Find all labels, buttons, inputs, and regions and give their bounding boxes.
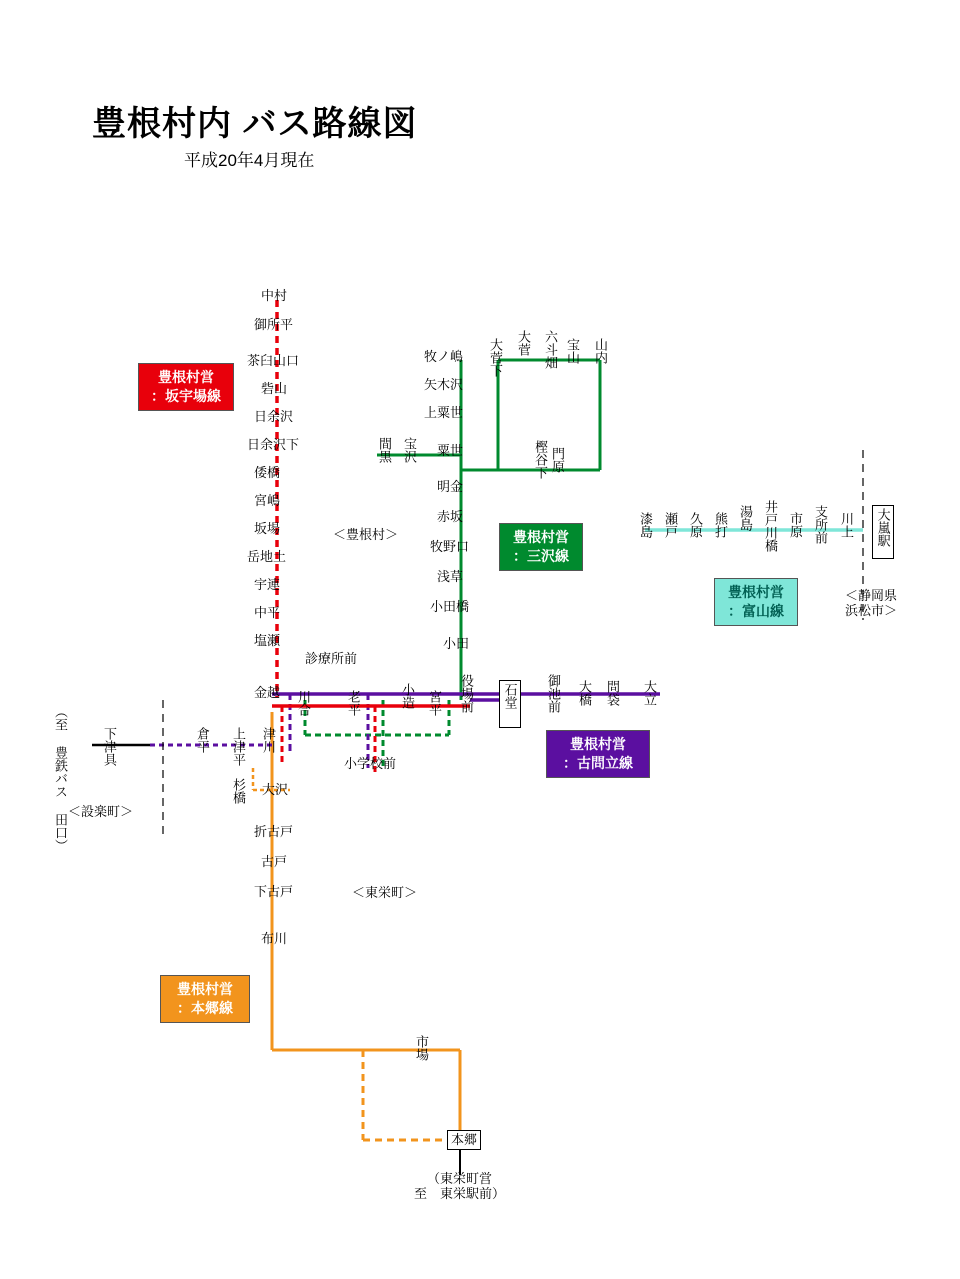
station-ichiba: 市場: [414, 1035, 429, 1061]
station-makinoshima: 牧ノ嶋: [424, 349, 464, 364]
station-rokutobatake: 六斗畑: [543, 330, 558, 369]
station-oozoure-eki: 大嵐駅: [872, 505, 894, 559]
station-shishoumae: 支所前: [813, 505, 828, 544]
station-yakubamae: 役場前: [459, 674, 474, 713]
station-shinryoushomae: 診療所前: [305, 651, 358, 666]
station-oikemae: 御池前: [546, 674, 561, 713]
legend-sakaubaba-line2: ：坂宇場線: [151, 387, 221, 404]
station-kadobukuro: 問袋: [605, 680, 620, 706]
station-takarayama: 宝山: [565, 338, 580, 364]
legend-komatate: [546, 730, 650, 778]
station-oidaira: 老平: [346, 690, 361, 716]
legend-misawa-line1: 豊根村営: [513, 529, 569, 545]
station-kawai: 川合: [296, 690, 311, 716]
station-maguro: 間黒: [377, 437, 392, 463]
station-yushima: 湯島: [738, 505, 753, 531]
station-idogawabashi: 井戸川橋: [763, 500, 778, 552]
area-tounei: ＜東栄町＞: [352, 885, 418, 900]
legend-komatate-line1: 豊根村営: [570, 736, 626, 752]
station-shiose: 塩瀬: [254, 633, 281, 648]
station-kadohara: 門原: [550, 447, 565, 473]
station-makinoguchi: 牧野口: [430, 539, 470, 554]
station-akasaka: 赤坂: [437, 509, 464, 524]
legend-misawa: [499, 523, 583, 571]
station-orikodo: 折古戸: [254, 824, 294, 839]
station-yagizawa: 矢木沢: [424, 377, 464, 392]
station-kanakoshi: 金越: [254, 685, 281, 700]
station-nakadaira: 中平: [254, 605, 281, 620]
page-title: 豊根村内 バス路線図: [92, 105, 418, 143]
station-otate: 大立: [642, 680, 657, 706]
station-kawakami: 川上: [839, 512, 854, 538]
station-kashiyashita: 樫谷下: [533, 440, 548, 479]
station-takarazawa: 宝沢: [402, 437, 417, 463]
note-tounei-bus: （東栄町営 至 東栄駅前）: [414, 1171, 506, 1201]
station-yamatobashi: 倭橋: [254, 465, 281, 480]
legend-sakaubaba-line1: 豊根村営: [158, 369, 214, 385]
legend-tomiyama: [714, 578, 798, 626]
station-kumauchi: 熊打: [713, 512, 728, 538]
area-shitara: ＜設楽町＞: [68, 804, 134, 819]
station-myokin: 明金: [437, 479, 464, 494]
station-toriyama: 砦山: [261, 381, 288, 396]
station-kozukuri: 小造: [400, 683, 415, 709]
station-asakusa: 浅草: [437, 569, 464, 584]
station-ishido: 石堂: [499, 680, 521, 728]
station-goshodaira: 御所平: [254, 317, 294, 332]
station-kamitsudaira: 上津平: [231, 727, 246, 766]
legend-hongo-line1: 豊根村営: [177, 981, 233, 997]
station-miyadaira: 宮平: [427, 690, 442, 716]
station-yamauchi: 山内: [593, 338, 608, 364]
station-ichihara: 市原: [788, 512, 803, 538]
station-chausuyamaguchi: 茶臼山口: [247, 353, 300, 368]
station-shimotsugu: 下津具: [102, 727, 117, 766]
station-nakamura: 中村: [261, 288, 288, 303]
station-ure: 宇連: [254, 577, 281, 592]
legend-tomiyama-line1: 豊根村営: [728, 584, 784, 600]
note-toyotetsu: （至 豊鉄バス 田口）: [52, 705, 68, 852]
station-seto: 瀬戸: [663, 512, 678, 538]
station-kamiawase: 上粟世: [424, 405, 464, 420]
legend-komatate-line2: ：古問立線: [563, 754, 633, 771]
page-subtitle: 平成20年4月現在: [184, 151, 315, 170]
area-toyone: ＜豊根村＞: [333, 527, 399, 542]
station-miyajima: 宮嶋: [254, 493, 281, 508]
station-kodo: 古戸: [261, 854, 288, 869]
legend-hongo-line2: ：本郷線: [177, 999, 233, 1016]
station-takechido: 岳地土: [247, 549, 287, 564]
station-urushijima: 漆島: [638, 512, 653, 538]
station-kuradaira: 倉平: [195, 727, 210, 753]
station-shimokodo: 下古戸: [254, 884, 294, 899]
station-hongo: 本郷: [447, 1130, 481, 1150]
station-sakaba: 坂場: [254, 521, 281, 536]
legend-sakaubaba: [138, 363, 234, 411]
station-oda: 小田: [443, 636, 470, 651]
station-shogakkomae: 小学校前: [344, 756, 397, 771]
station-tsugawa: 津川: [261, 727, 276, 753]
legend-tomiyama-line2: ：富山線: [728, 602, 784, 619]
station-hiyozawashimo: 日余沢下: [247, 437, 300, 452]
station-kuhara: 久原: [688, 512, 703, 538]
station-awase: 粟世: [437, 443, 464, 458]
station-hiyozawa: 日余沢: [254, 409, 294, 424]
area-shizuoka: ＜静岡県 浜松市＞: [845, 588, 898, 618]
station-sugibashi: 杉橋: [231, 778, 246, 804]
station-osuge: 大菅: [516, 330, 531, 356]
legend-hongo: [160, 975, 250, 1023]
legend-misawa-line2: ：三沢線: [513, 547, 569, 564]
station-odabashi: 小田橋: [430, 599, 470, 614]
station-osugeshita: 大菅下: [488, 338, 503, 377]
station-ohashi: 大橋: [577, 680, 592, 706]
station-osawa: 大沢: [262, 782, 289, 797]
station-nunokawa: 布川: [261, 931, 288, 946]
